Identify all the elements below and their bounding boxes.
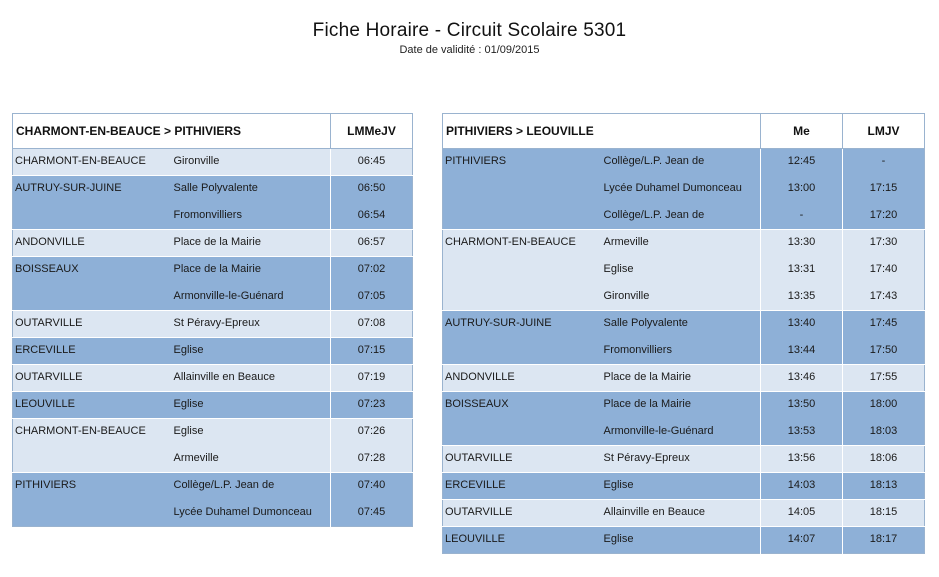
stop-cell: Place de la Mairie: [602, 365, 761, 392]
table-row: [13, 446, 413, 473]
time-cell: 06:54: [331, 203, 413, 230]
stop-cell: Armonville-le-Guénard: [172, 284, 331, 311]
time-cell: 06:45: [331, 149, 413, 176]
table-row: [443, 203, 925, 230]
stop-cell: Eglise: [172, 338, 331, 365]
time-cell: 07:23: [331, 392, 413, 419]
time-cell: 17:40: [843, 257, 925, 284]
stop-cell: Eglise: [172, 392, 331, 419]
time-cell: 13:56: [761, 446, 843, 473]
table-row: [443, 365, 925, 392]
stop-cell: Fromonvilliers: [602, 338, 761, 365]
time-cell: 18:17: [843, 527, 925, 554]
commune-cell: PITHIVIERS: [13, 473, 172, 500]
stop-cell: Armeville: [602, 230, 761, 257]
table-row: [13, 230, 413, 257]
table-row: [443, 230, 925, 257]
time-cell: 07:19: [331, 365, 413, 392]
time-cell: 17:50: [843, 338, 925, 365]
commune-cell: AUTRUY-SUR-JUINE: [13, 176, 172, 203]
table-row: [443, 446, 925, 473]
commune-cell: [13, 284, 172, 311]
table-header-row: [443, 114, 925, 149]
commune-cell: CHARMONT-EN-BEAUCE: [443, 230, 602, 257]
commune-cell: [443, 176, 602, 203]
table-row: [13, 149, 413, 176]
time-cell: 17:15: [843, 176, 925, 203]
time-cell: 17:20: [843, 203, 925, 230]
time-cell: -: [761, 203, 843, 230]
schedule-table-outbound: [12, 113, 413, 527]
time-cell: 18:15: [843, 500, 925, 527]
stop-cell: St Péravy-Epreux: [172, 311, 331, 338]
stop-cell: Collège/L.P. Jean de: [602, 203, 761, 230]
stop-cell: Armeville: [172, 446, 331, 473]
stop-cell: Lycée Duhamel Dumonceau: [602, 176, 761, 203]
time-cell: 18:03: [843, 419, 925, 446]
stop-cell: Eglise: [172, 419, 331, 446]
commune-cell: [13, 446, 172, 473]
time-cell: 18:06: [843, 446, 925, 473]
validity-date: Date de validité : 01/09/2015: [399, 44, 540, 56]
stop-cell: Place de la Mairie: [172, 257, 331, 284]
time-cell: 06:57: [331, 230, 413, 257]
time-cell: 13:35: [761, 284, 843, 311]
column-header-days: LMJV: [843, 114, 925, 149]
commune-cell: OUTARVILLE: [13, 311, 172, 338]
time-cell: 12:45: [761, 149, 843, 176]
stop-cell: St Péravy-Epreux: [602, 446, 761, 473]
time-cell: 13:44: [761, 338, 843, 365]
table-row: [13, 473, 413, 500]
page-title: Fiche Horaire - Circuit Scolaire 5301: [312, 20, 627, 41]
time-cell: 13:31: [761, 257, 843, 284]
time-cell: 14:05: [761, 500, 843, 527]
time-cell: 13:00: [761, 176, 843, 203]
table-row: [443, 392, 925, 419]
commune-cell: [443, 419, 602, 446]
page-header: [0, 20, 939, 56]
table-row: [443, 257, 925, 284]
table-row: [13, 176, 413, 203]
time-cell: 06:50: [331, 176, 413, 203]
time-cell: 17:30: [843, 230, 925, 257]
stop-cell: Gironville: [172, 149, 331, 176]
time-cell: 07:15: [331, 338, 413, 365]
table-row: [443, 473, 925, 500]
table-row: [443, 338, 925, 365]
commune-cell: [443, 284, 602, 311]
stop-cell: Allainville en Beauce: [602, 500, 761, 527]
commune-cell: [13, 500, 172, 527]
stop-cell: Allainville en Beauce: [172, 365, 331, 392]
table-row: [13, 419, 413, 446]
commune-cell: [13, 203, 172, 230]
commune-cell: AUTRUY-SUR-JUINE: [443, 311, 602, 338]
stop-cell: Collège/L.P. Jean de: [602, 149, 761, 176]
commune-cell: LEOUVILLE: [443, 527, 602, 554]
stop-cell: Armonville-le-Guénard: [602, 419, 761, 446]
stop-cell: Salle Polyvalente: [602, 311, 761, 338]
time-cell: -: [843, 149, 925, 176]
table-row: [443, 500, 925, 527]
time-cell: 07:26: [331, 419, 413, 446]
time-cell: 13:53: [761, 419, 843, 446]
table-header-row: [13, 114, 413, 149]
commune-cell: ANDONVILLE: [443, 365, 602, 392]
commune-cell: CHARMONT-EN-BEAUCE: [13, 419, 172, 446]
commune-cell: ERCEVILLE: [13, 338, 172, 365]
stop-cell: Eglise: [602, 527, 761, 554]
stop-cell: Place de la Mairie: [172, 230, 331, 257]
time-cell: 13:40: [761, 311, 843, 338]
time-cell: 07:05: [331, 284, 413, 311]
table-row: [443, 311, 925, 338]
table-row: [13, 257, 413, 284]
commune-cell: PITHIVIERS: [443, 149, 602, 176]
time-cell: 13:30: [761, 230, 843, 257]
time-cell: 17:43: [843, 284, 925, 311]
table-row: [443, 149, 925, 176]
commune-cell: [443, 257, 602, 284]
time-cell: 14:07: [761, 527, 843, 554]
commune-cell: OUTARVILLE: [443, 446, 602, 473]
table-row: [13, 392, 413, 419]
time-cell: 13:46: [761, 365, 843, 392]
table-row: [13, 500, 413, 527]
commune-cell: BOISSEAUX: [13, 257, 172, 284]
table-row: [13, 338, 413, 365]
commune-cell: OUTARVILLE: [13, 365, 172, 392]
route-name: PITHIVIERS > LEOUVILLE: [443, 114, 761, 149]
commune-cell: BOISSEAUX: [443, 392, 602, 419]
route-name: CHARMONT-EN-BEAUCE > PITHIVIERS: [13, 114, 331, 149]
stop-cell: Eglise: [602, 257, 761, 284]
table-row: [13, 203, 413, 230]
table-row: [13, 284, 413, 311]
time-cell: 18:13: [843, 473, 925, 500]
table-row: [443, 419, 925, 446]
table-row: [443, 284, 925, 311]
commune-cell: [443, 338, 602, 365]
time-cell: 07:40: [331, 473, 413, 500]
commune-cell: ANDONVILLE: [13, 230, 172, 257]
stop-cell: Place de la Mairie: [602, 392, 761, 419]
time-cell: 13:50: [761, 392, 843, 419]
table-row: [443, 527, 925, 554]
time-cell: 07:28: [331, 446, 413, 473]
commune-cell: [443, 203, 602, 230]
time-cell: 18:00: [843, 392, 925, 419]
commune-cell: ERCEVILLE: [443, 473, 602, 500]
time-cell: 17:45: [843, 311, 925, 338]
table-row: [443, 176, 925, 203]
time-cell: 07:02: [331, 257, 413, 284]
time-cell: 14:03: [761, 473, 843, 500]
table-row: [13, 311, 413, 338]
column-header-wednesday: Me: [761, 114, 843, 149]
column-header-days: LMMeJV: [331, 114, 413, 149]
stop-cell: Gironville: [602, 284, 761, 311]
stop-cell: Eglise: [602, 473, 761, 500]
stop-cell: Salle Polyvalente: [172, 176, 331, 203]
commune-cell: CHARMONT-EN-BEAUCE: [13, 149, 172, 176]
schedule-table-return: [442, 113, 925, 554]
stop-cell: Lycée Duhamel Dumonceau: [172, 500, 331, 527]
time-cell: 17:55: [843, 365, 925, 392]
time-cell: 07:45: [331, 500, 413, 527]
commune-cell: OUTARVILLE: [443, 500, 602, 527]
table-row: [13, 365, 413, 392]
time-cell: 07:08: [331, 311, 413, 338]
stop-cell: Fromonvilliers: [172, 203, 331, 230]
stop-cell: Collège/L.P. Jean de: [172, 473, 331, 500]
commune-cell: LEOUVILLE: [13, 392, 172, 419]
